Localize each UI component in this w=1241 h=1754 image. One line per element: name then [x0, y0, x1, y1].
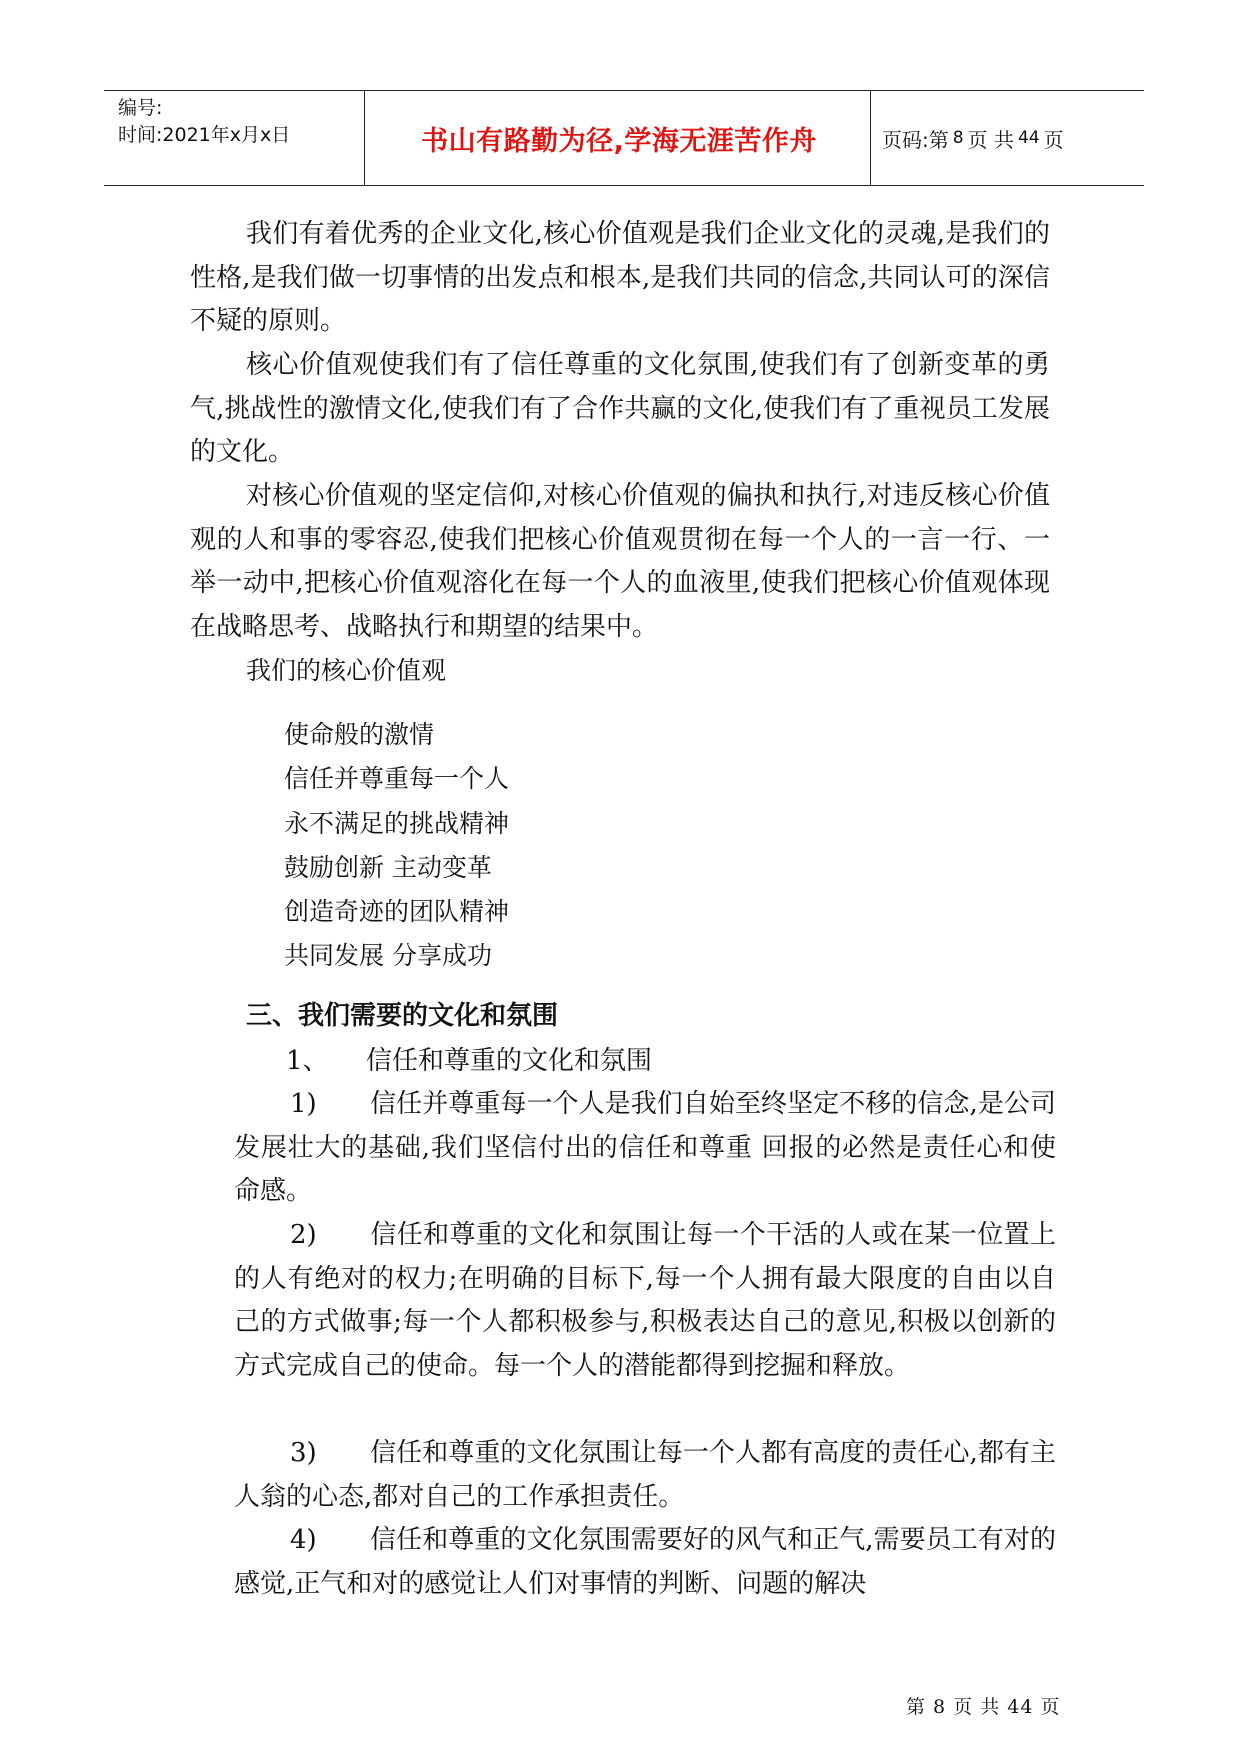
value-item: 鼓励创新 主动变革 [284, 852, 492, 882]
header-motto: 书山有路勤为径,学海无涯苦作舟 [421, 125, 817, 157]
item-text: 信任和尊重的文化氛围让每一个人都有高度的责任心,都有主人翁的心态,都对自己的工作承担责任。 [234, 1438, 1056, 1512]
value-item: 信任并尊重每一个人 [284, 764, 510, 794]
value-item: 永不满足的挑战精神 [284, 808, 510, 838]
page-mid: 页 共 [967, 127, 1014, 152]
values-title: 我们的核心价值观 [246, 656, 447, 685]
header-page-info [870, 91, 1152, 185]
value-item: 共同发展 分享成功 [284, 941, 492, 971]
paragraph: 核心价值观使我们有了信任尊重的文化氛围,使我们有了创新变革的勇气,挑战性的激情文化,使我们有了合作共赢的文化,使我们有了重视员工发展的文化。 [190, 350, 1050, 467]
item-number: 3) [290, 1438, 317, 1468]
item-text: 信任和尊重的文化和氛围让每一个干活的人或在某一位置上的人有绝对的权力;在明确的目标下,每一个人拥有最大限度的自由以自己的方式做事;每一个人都积极参与,积极表达自己的意见,积极以创新的方式完成自己的使命。每一个人的潜能都得到挖掘和释放。 [234, 1220, 1056, 1381]
value-item: 使命般的激情 [284, 720, 435, 749]
page-current: 8 [952, 128, 964, 148]
header-divider [364, 91, 365, 185]
value-item: 创造奇迹的团队精神 [284, 897, 510, 927]
section-heading: 三、我们需要的文化和氛围 [246, 1001, 559, 1031]
item-number: 1) [290, 1089, 317, 1119]
page-suffix: 页 [1043, 127, 1064, 152]
header-info [118, 91, 364, 185]
subsection-title: 信任和尊重的文化和氛围 [366, 1046, 653, 1076]
list-item [234, 1432, 1056, 1519]
subsection-heading [286, 1040, 652, 1084]
list-item [234, 1519, 1056, 1606]
paragraph: 对核心价值观的坚定信仰,对核心价值观的偏执和执行,对违反核心价值观的人和事的零容忍,使我们把核心价值观贯彻在每一个人的一言一行、一举一动中,把核心价值观溶化在每一个人的血液里,使我们把核心价值观体现在战略思考、战略执行和期望的结果中。 [190, 481, 1050, 642]
subsection-number: 1、 [286, 1046, 329, 1076]
document-time-label: 时间:2021年x月x日 [118, 124, 291, 146]
item-text: 信任和尊重的文化氛围需要好的风气和正气,需要员工有对的感觉,正气和对的感觉让人们对事情的判断、问题的解决 [234, 1525, 1056, 1599]
item-number: 2) [290, 1220, 317, 1250]
list-item [234, 1083, 1056, 1214]
item-text: 信任并尊重每一个人是我们自始至终坚定不移的信念,是公司发展壮大的基础,我们坚信付出的信任和尊重 回报的必然是责任心和使命感。 [234, 1089, 1056, 1206]
page-header [104, 90, 1144, 186]
page-total: 44 [1017, 128, 1040, 148]
header-motto-cell [370, 91, 868, 185]
list-item [234, 1214, 1056, 1388]
page-prefix: 页码:第 [882, 127, 949, 152]
page-footer: 第 8 页 共 44 页 [906, 1696, 1061, 1718]
item-number: 4) [290, 1525, 317, 1555]
document-number-label: 编号: [118, 97, 163, 119]
paragraph: 我们有着优秀的企业文化,核心价值观是我们企业文化的灵魂,是我们的性格,是我们做一切事情的出发点和根本,是我们共同的信念,共同认可的深信不疑的原则。 [190, 219, 1050, 336]
values-list [284, 713, 509, 979]
